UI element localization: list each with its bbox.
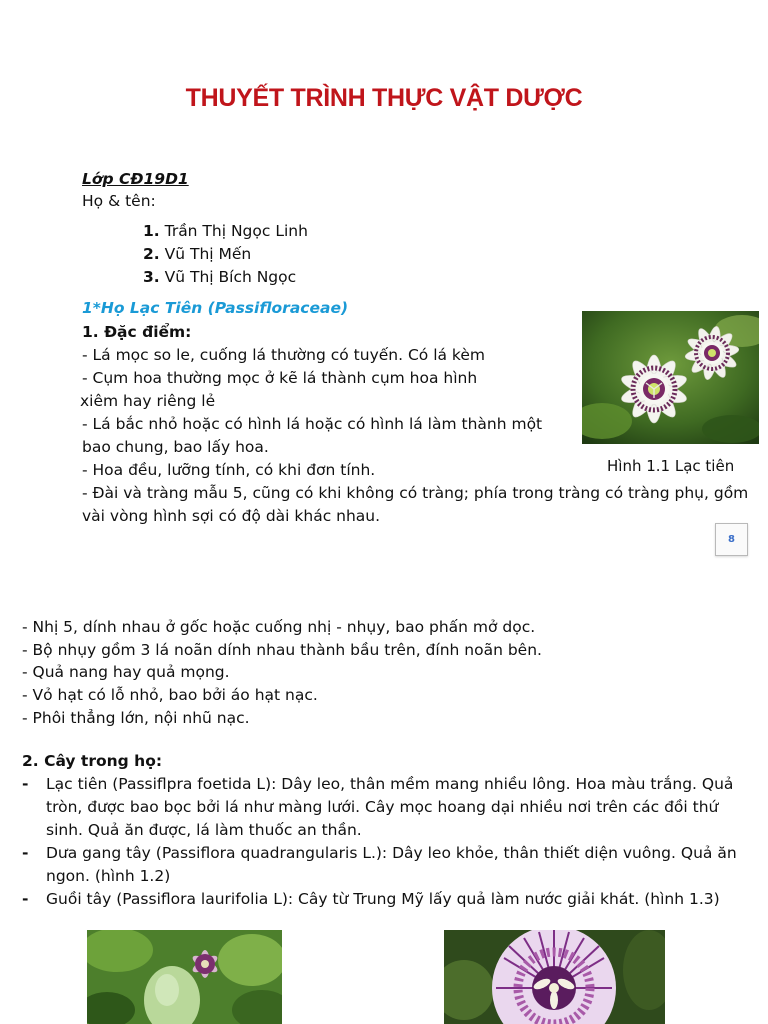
name-label: Họ & tên:: [82, 192, 156, 210]
section1-heading: 1. Đặc điểm:: [82, 323, 192, 341]
plant-line: Lạc tiên (Passiflpra foetida L): Dây leo, thân mềm mang nhiều lông. Hoa màu trắng. Quả: [46, 775, 734, 793]
trait-line: vài vòng hình sợi có độ dài khác nhau.: [82, 507, 381, 525]
trait-line: - Nhị 5, dính nhau ở gốc hoặc cuống nhị - nhụy, bao phấn mở dọc.: [22, 618, 536, 636]
bullet-dash: -: [22, 890, 29, 908]
giant-granadilla-photo: [87, 930, 282, 1024]
plant-line: Guồi tây (Passiflora laurifolia L): Cây từ Trung Mỹ lấy quả làm nước giải khát. (hình 1.3): [46, 890, 720, 908]
trait-line: - Bộ nhụy gồm 3 lá noãn dính nhau thành bầu trên, đính noãn bên.: [22, 641, 542, 659]
passion-flower-photo: [582, 311, 759, 444]
plant-line: Dưa gang tây (Passiflora quadrangularis L.): Dây leo khỏe, thân thiết diện vuông. Quả ăn: [46, 844, 737, 862]
trait-line: - Lá mọc so le, cuống lá thường có tuyến. Có lá kèm: [82, 346, 485, 364]
page-title: THUYẾT TRÌNH THỰC VẬT DƯỢC: [185, 84, 583, 112]
figure-caption: Hình 1.1 Lạc tiên: [607, 457, 735, 475]
member-item: 1. Trần Thị Ngọc Linh: [143, 222, 308, 240]
bullet-dash: -: [22, 775, 29, 793]
trait-line: - Cụm hoa thường mọc ở kẽ lá thành cụm hoa hình: [82, 369, 478, 387]
family-heading: 1*Họ Lạc Tiên (Passifloraceae): [82, 299, 349, 317]
plant-line: ngon. (hình 1.2): [46, 867, 171, 885]
plant-line: tròn, được bao bọc bởi lá như màng lưới. Cây mọc hoang dại nhiều nơi trên các đồi thứ: [46, 798, 719, 816]
plant-line: sinh. Quả ăn được, lá làm thuốc an thần.: [46, 821, 362, 839]
bullet-dash: -: [22, 844, 29, 862]
passion-flower-closeup-photo: [444, 930, 665, 1024]
trait-line: - Lá bắc nhỏ hoặc có hình lá hoặc có hình lá làm thành một: [82, 415, 543, 433]
class-line: Lớp CĐ19D1: [82, 170, 189, 188]
trait-line: - Đài và tràng mẫu 5, cũng có khi không có tràng; phía trong tràng có tràng phụ, gồm: [82, 484, 749, 502]
trait-line: bao chung, bao lấy hoa.: [82, 438, 269, 456]
trait-line: - Phôi thẳng lớn, nội nhũ nạc.: [22, 709, 250, 727]
member-item: 3. Vũ Thị Bích Ngọc: [143, 268, 297, 286]
trait-line: - Vỏ hạt có lỗ nhỏ, bao bởi áo hạt nạc.: [22, 686, 318, 704]
trait-line: xiêm hay riêng lẻ: [80, 392, 216, 410]
trait-line: - Quả nang hay quả mọng.: [22, 663, 230, 681]
page-navigation-button[interactable]: [715, 523, 748, 556]
section2-heading: 2. Cây trong họ:: [22, 752, 163, 770]
member-item: 2. Vũ Thị Mến: [143, 245, 252, 263]
page-icon: 8: [728, 534, 735, 545]
trait-line: - Hoa đều, lưỡng tính, có khi đơn tính.: [82, 461, 376, 479]
